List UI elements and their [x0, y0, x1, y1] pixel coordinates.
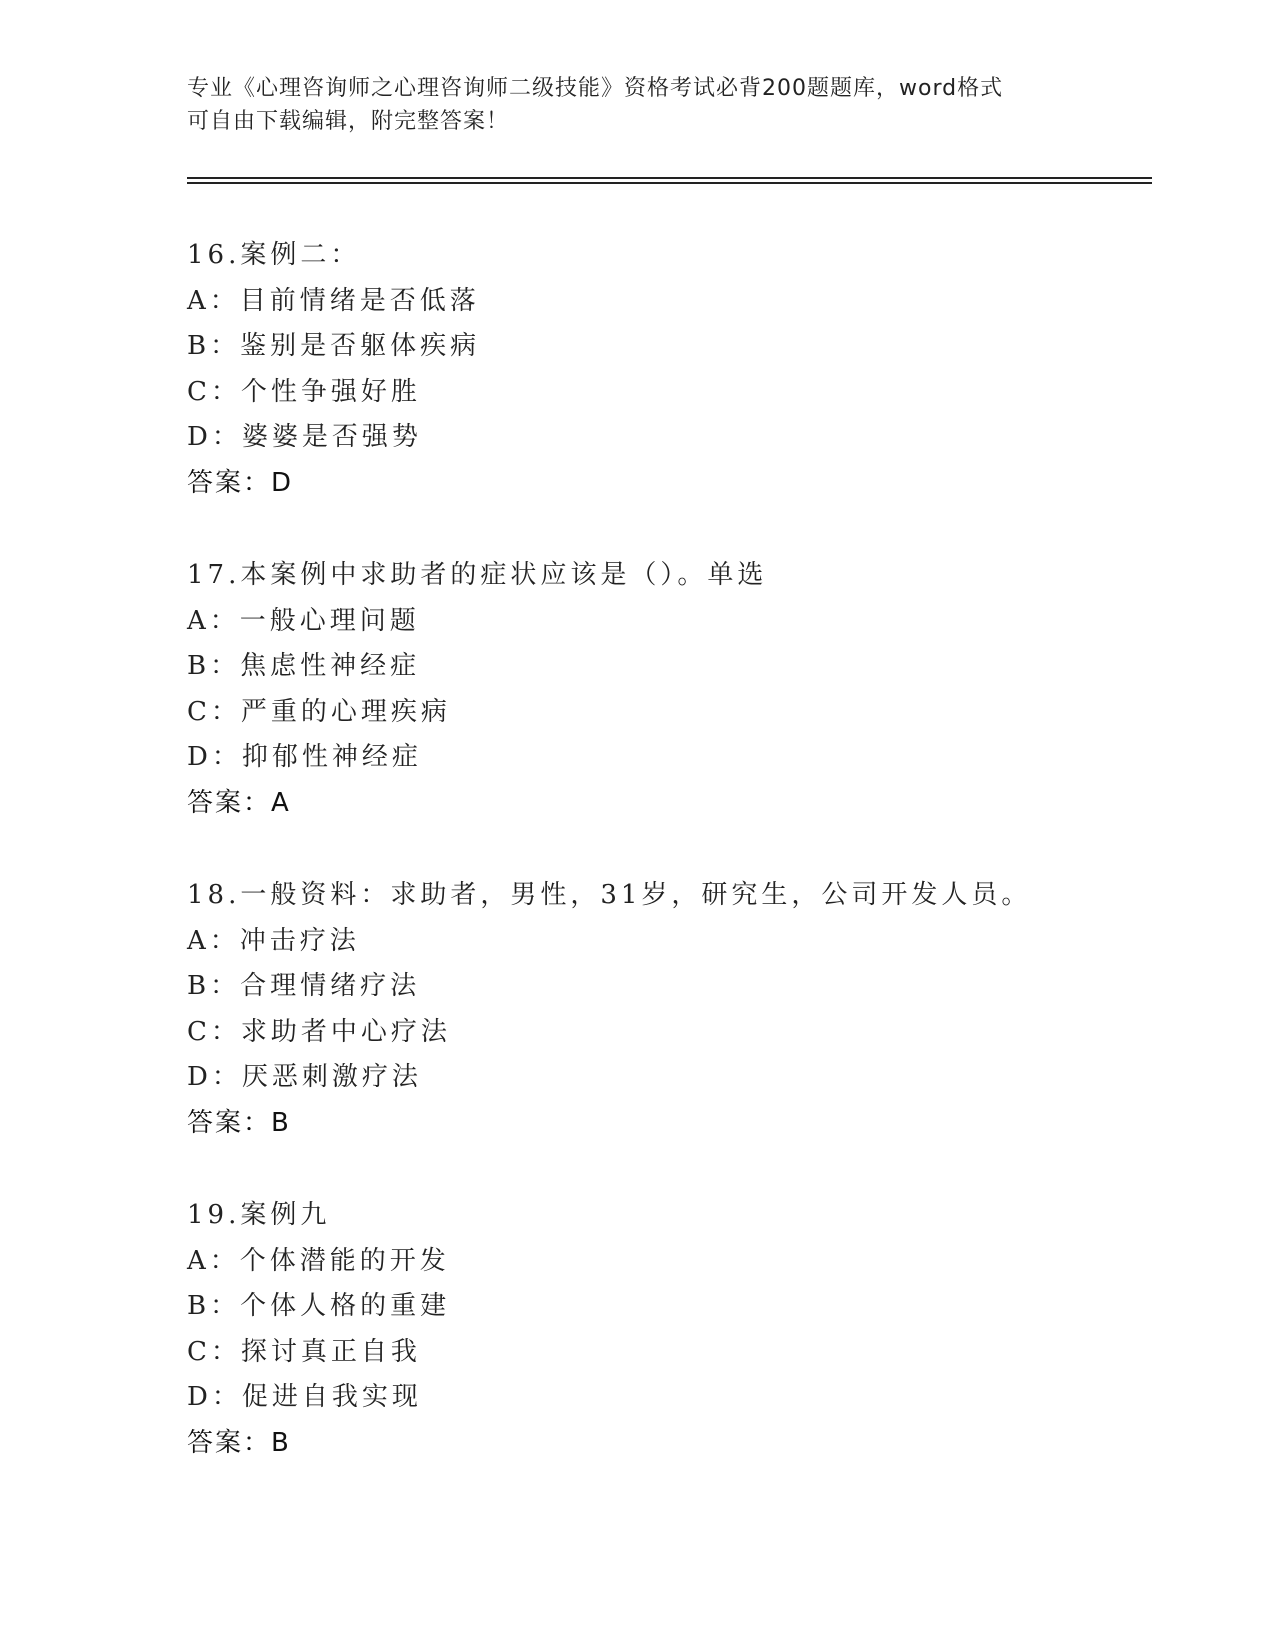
answer: 答案：B	[187, 1107, 291, 1138]
option-a: A：一般心理问题	[187, 605, 420, 636]
header-rule-top	[187, 177, 1152, 179]
option-b: B：焦虑性神经症	[187, 651, 421, 681]
question-17	[187, 553, 1137, 873]
option-c: C：探讨真正自我	[187, 1336, 421, 1367]
option-c: C：严重的心理疾病	[187, 696, 451, 727]
option-a: A：冲击疗法	[187, 925, 360, 956]
option-c: C：个性争强好胜	[187, 376, 421, 407]
question-19	[187, 1193, 1137, 1513]
header-line-2: 可自由下载编辑，附完整答案！	[187, 109, 510, 134]
option-d: D：婆婆是否强势	[187, 422, 422, 452]
option-a: A：目前情绪是否低落	[187, 285, 480, 316]
question-stem: 19.案例九	[187, 1200, 331, 1230]
option-d: D：促进自我实现	[187, 1382, 422, 1412]
option-a: A：个体潜能的开发	[187, 1245, 450, 1276]
question-18	[187, 873, 1137, 1193]
question-list	[187, 233, 1137, 1513]
question-16	[187, 233, 1137, 553]
document-header	[187, 72, 1087, 138]
option-b: B：合理情绪疗法	[187, 971, 421, 1001]
header-line-1: 专业《心理咨询师之心理咨询师二级技能》资格考试必背200题题库，word格式	[187, 76, 1004, 101]
question-stem: 16.案例二：	[187, 240, 361, 270]
answer: 答案：B	[187, 1427, 291, 1458]
option-c: C：求助者中心疗法	[187, 1016, 451, 1047]
option-b: B：鉴别是否躯体疾病	[187, 331, 481, 361]
option-b: B：个体人格的重建	[187, 1291, 451, 1321]
question-stem: 18.一般资料：求助者，男性，31岁，研究生，公司开发人员。	[187, 880, 1032, 910]
option-d: D：抑郁性神经症	[187, 742, 422, 772]
header-rule-bottom	[187, 182, 1152, 184]
option-d: D：厌恶刺激疗法	[187, 1062, 422, 1092]
answer: 答案：D	[187, 467, 294, 498]
question-stem: 17.本案例中求助者的症状应该是（）。单选	[187, 560, 768, 590]
answer: 答案：A	[187, 787, 291, 818]
